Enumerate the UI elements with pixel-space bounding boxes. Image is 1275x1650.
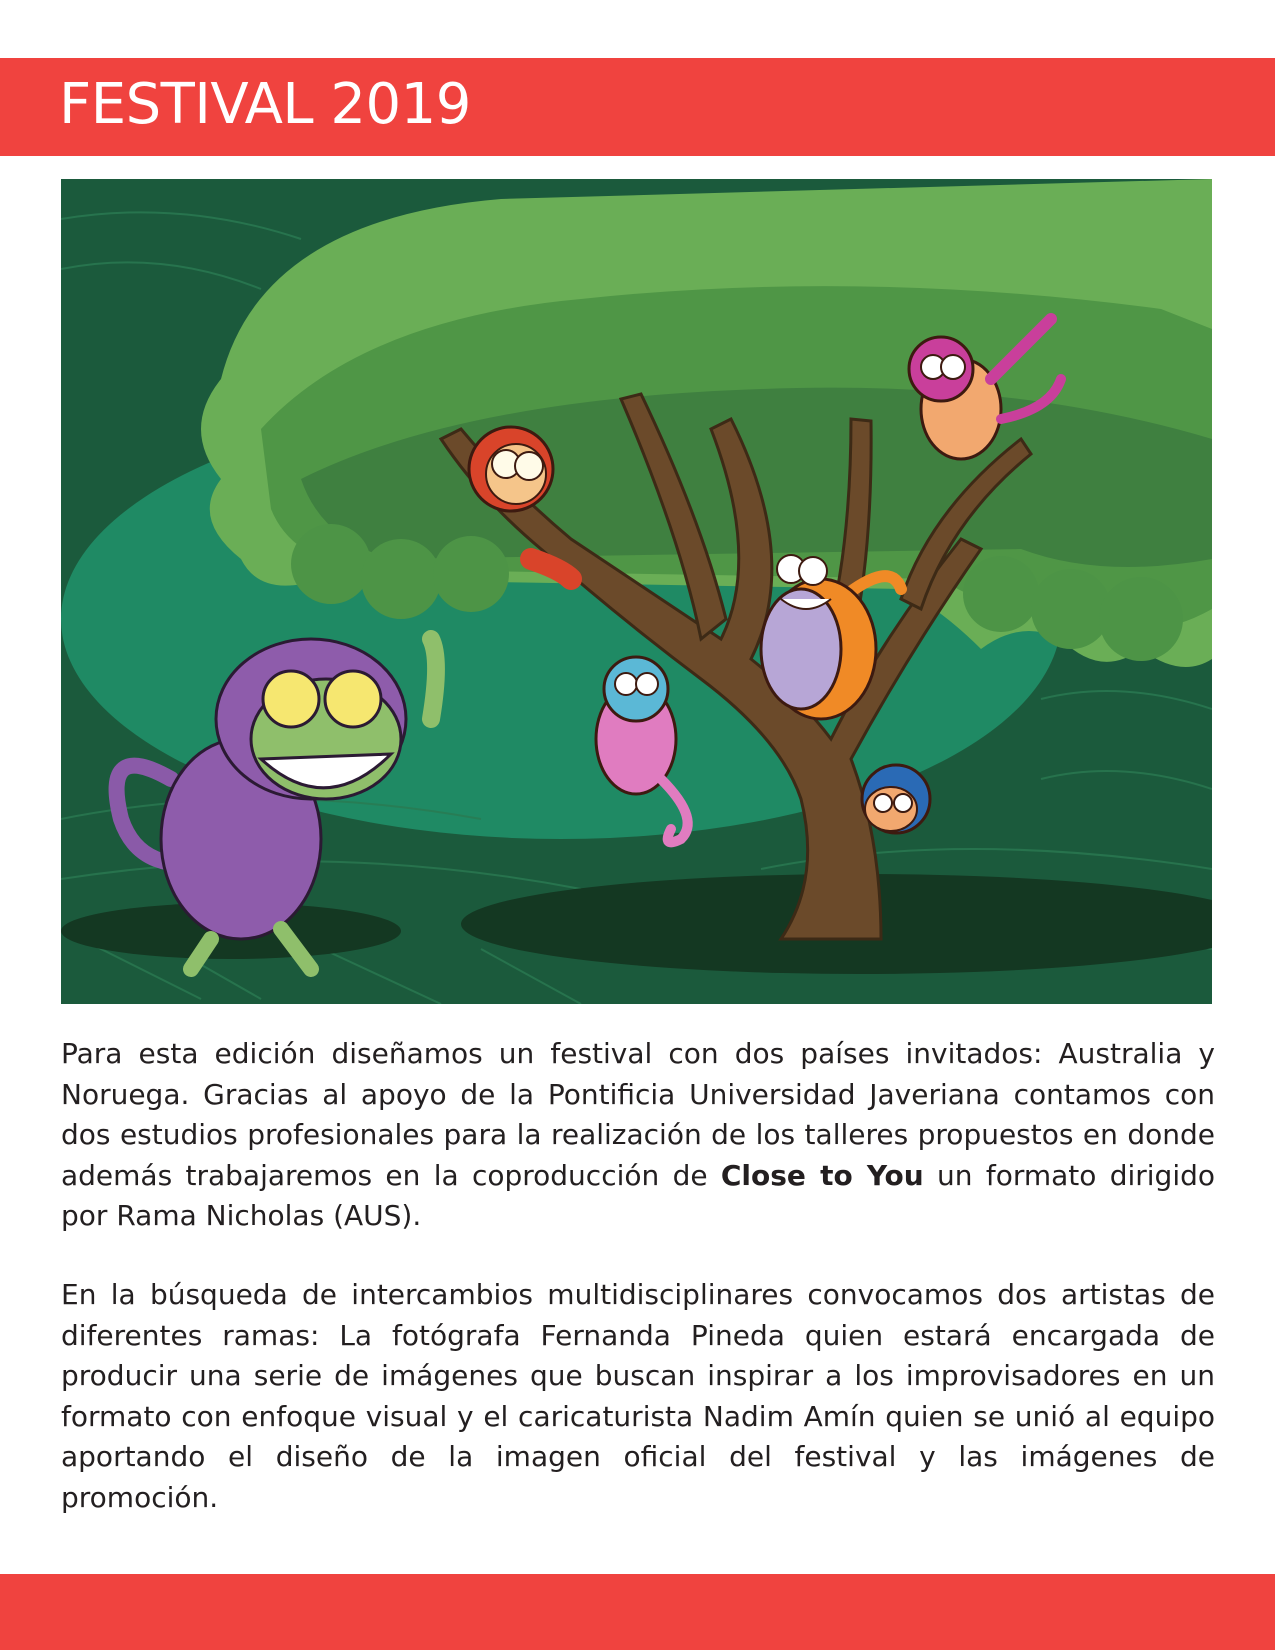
intro-text-start: Para esta edición diseñamos un festival con dos países invitados: Australia y Noruega. Gracias al apoyo de la Pontificia Universidad Javeriana contamos con dos estudios profesionales para la realización de los talleres propuestos en donde además trabajaremos en la coproducción de [61, 1037, 1215, 1192]
footer-band [0, 1574, 1275, 1650]
page-title: FESTIVAL 2019 [59, 72, 471, 137]
artists-paragraph: En la búsqueda de intercambios multidisciplinares convocamos dos artistas de diferentes ramas: La fotógrafa Fernanda Pineda quien estará encargada de producir una serie de imágenes que buscan inspirar a los improvisadores en un formato con enfoque visual y el caricaturista Nadim Amín quien se unió al equipo aportando el diseño de la imagen oficial del festival y las imágenes de promoción. [61, 1278, 1215, 1514]
production-title: Close to You [720, 1158, 924, 1192]
intro-paragraph [61, 1034, 1215, 1237]
peeking-monkey [862, 765, 930, 833]
festival-illustration [61, 179, 1212, 1004]
intro-text-end: un formato dirigido por Rama Nicholas (AUS). [61, 1158, 1216, 1232]
